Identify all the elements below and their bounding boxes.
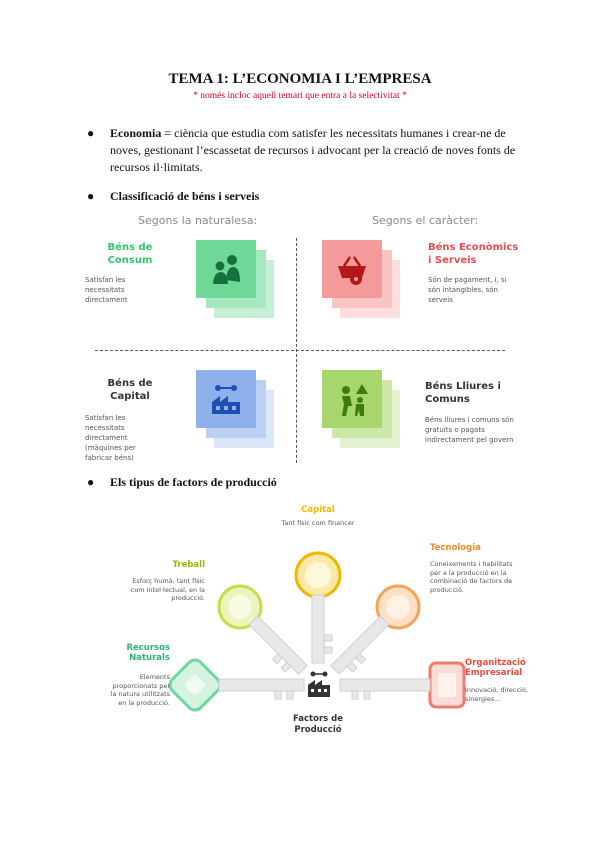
tecnologia-key (320, 577, 427, 684)
factor-text-capital: Tant físic com financer (281, 519, 355, 527)
card-title-consum: Béns de Consum (107, 242, 153, 266)
consum-icon-block (192, 238, 282, 318)
bullet-dot: ● (87, 126, 95, 140)
economia-text: = ciència que estudia com satisfer les necessitats humanes i crear-ne de noves, gestionant l’escassetat de recursos i advocant per la creació de noves fonts de recursos il·limitats. (110, 126, 516, 174)
factor-text-treball: Esforç humà, tant físic com intel·lectual, en la producció. (130, 577, 205, 602)
people-icon (208, 252, 244, 288)
capital-key (296, 553, 340, 663)
factor-title-treball: Treball (172, 560, 205, 570)
factor-title-recursos: Recursos Naturals (126, 643, 170, 663)
card-title-lliures: Béns Lliures i Comuns (425, 381, 501, 405)
page-title: TEMA 1: L’ECONOMIA I L’EMPRESA (168, 71, 432, 87)
caracter-label: Segons el caràcter: (372, 214, 479, 227)
economics-icon-block (318, 238, 408, 318)
hiking-people-icon (334, 382, 370, 418)
naturalesa-label: Segons la naturalesa: (138, 214, 258, 227)
horizontal-divider (95, 350, 505, 351)
classification-diagram (80, 208, 520, 473)
card-text-lliures: Béns lliures i comuns són gratuïts o pagats indirectament pel govern (425, 416, 514, 444)
economia-definition (87, 125, 530, 176)
factor-title-organitzacio: Organització Empresarial (465, 658, 526, 678)
page-subtitle: * només incloc aquell temari que entra a la selectivitat * (193, 91, 407, 101)
factory-center-icon (308, 672, 330, 698)
capital-icon-block (192, 368, 282, 453)
treball-key (210, 577, 317, 684)
section-heading-text: Classificació de béns i serveis (110, 189, 260, 203)
section-heading-classification (87, 188, 410, 205)
keys-illustration (110, 495, 530, 745)
card-text-economics: Són de pagament, i, si són intangibles, són serveis (428, 276, 507, 304)
factors-center-label: Factors de Producció (292, 714, 344, 735)
bullet-dot: ● (87, 189, 95, 203)
factor-title-capital: Capital (301, 505, 335, 515)
factor-text-organitzacio: Innovació, direcció, sinergies... (465, 686, 528, 703)
section-heading-text: Els tipus de factors de producció (110, 475, 277, 489)
factor-title-tecnologia: Tecnologia (430, 543, 481, 553)
basket-icon (334, 252, 370, 288)
card-title-capital: Béns de Capital (107, 378, 153, 402)
factor-text-tecnologia: Coneixements i habilitats per a la producció en la combinació de factors de producció. (430, 560, 513, 594)
bullet-dot: ● (87, 475, 95, 489)
economia-term: Economia (110, 126, 162, 140)
organitzacio-key (340, 663, 464, 707)
card-text-capital: Satisfan les necessitats directament (màquines per fabricar béns) (85, 414, 136, 462)
factors-diagram (110, 495, 530, 745)
factory-icon (208, 382, 244, 418)
card-text-consum: Satisfan les necessitats directament (85, 276, 128, 304)
lliures-icon-block (318, 368, 408, 453)
card-title-economics: Béns Econòmics i Serveis (428, 242, 519, 266)
section-heading-factors (87, 474, 410, 491)
factor-text-recursos: Elements proporcionats per la natura utilitzats en la producció. (110, 673, 170, 707)
